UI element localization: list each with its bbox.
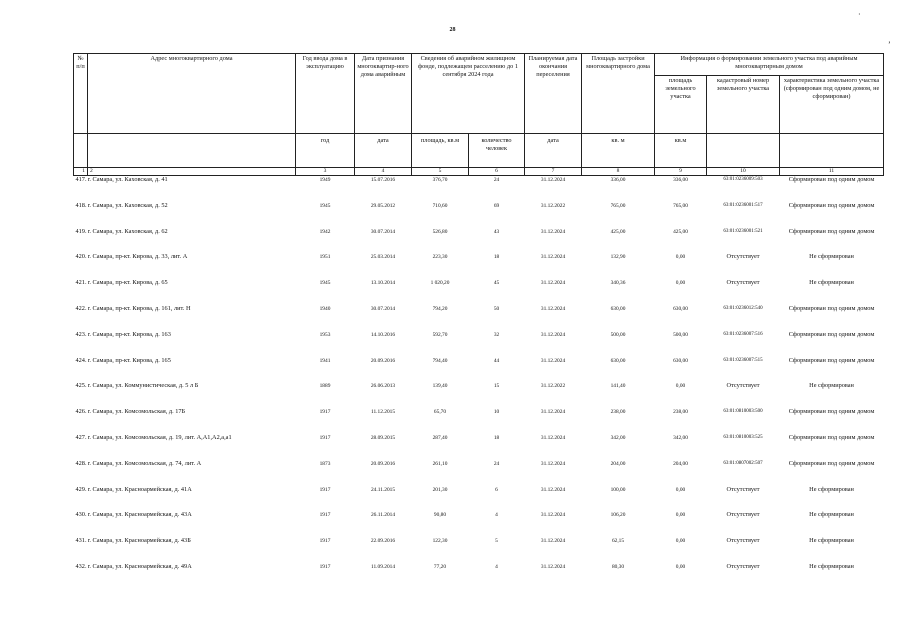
row-recognized-date: 22.09.2016 [370, 538, 396, 545]
row-year: 1941 [319, 357, 331, 364]
row-land-characteristic: Не сформирован [809, 562, 854, 570]
header-recognized-date: Дата признания многоквартир-ного дома аварийным [355, 54, 412, 134]
row-recognized-date: 30.07.2014 [370, 228, 396, 235]
row-land-area: 630,00 [673, 305, 688, 312]
row-area: 223,30 [432, 254, 448, 261]
row-people: 45 [493, 280, 500, 287]
row-people: 18 [493, 434, 500, 441]
units-end-date: дата [525, 134, 582, 168]
row-area: 287,40 [432, 434, 448, 441]
row-area: 794,40 [432, 357, 448, 364]
row-build-area: 80,30 [611, 563, 625, 570]
table-row [74, 253, 884, 279]
row-number: 424. [75, 356, 87, 364]
header-land-area: площадь земельного участка [655, 76, 707, 134]
row-address: г. Самара, ул. Красноармейская, д. 49А [87, 562, 192, 570]
row-land-characteristic: Не сформирован [809, 253, 854, 261]
header-cadastral: кадастровый номер земельного участка [707, 76, 780, 134]
row-build-area: 340,36 [610, 280, 626, 287]
row-number: 422. [75, 304, 87, 312]
row-number: 431. [75, 537, 87, 545]
header-build-area: Площадь застройки многоквартирного дома [582, 54, 655, 134]
table-header [74, 54, 884, 176]
col-number: 3 [296, 168, 355, 176]
row-area: 710,60 [432, 202, 448, 209]
row-number: 429. [75, 485, 87, 493]
row-land-area: 425,00 [673, 228, 688, 235]
row-year: 1917 [319, 434, 331, 441]
row-year: 1945 [319, 202, 331, 209]
emergency-housing-table [73, 53, 884, 589]
row-year: 1873 [319, 460, 331, 467]
row-build-area: 238,00 [610, 409, 626, 416]
row-area: 794,20 [432, 305, 448, 312]
row-cadastral: 63:01:0236012:540 [723, 305, 763, 311]
row-address: г. Самара, ул. Каховская, д. 52 [87, 201, 168, 209]
row-end-date: 31.12.2024 [540, 331, 566, 338]
row-land-area: 765,00 [673, 202, 688, 209]
row-address: г. Самара, пр-кт. Кирова, д. 163 [87, 330, 171, 338]
row-address: г. Самара, ул. Красноармейская, д. 43А [87, 511, 192, 519]
row-people: 24 [493, 460, 500, 467]
col-number: 7 [525, 168, 582, 176]
row-land-characteristic: Сформирован под одним домом [788, 459, 875, 467]
row-recognized-date: 26.11.2014 [370, 512, 396, 519]
row-land-area: 0,00 [675, 280, 686, 287]
units-land-area: кв.м [655, 134, 707, 168]
row-number: 417. [75, 176, 87, 183]
row-land-area: 630,00 [673, 357, 688, 364]
units-cadastral [707, 134, 780, 168]
row-end-date: 31.12.2024 [540, 254, 566, 261]
row-land-characteristic: Не сформирован [809, 279, 854, 287]
row-end-date: 31.12.2024 [540, 434, 566, 441]
row-land-characteristic: Сформирован под одним домом [788, 330, 875, 338]
row-land-characteristic: Сформирован под одним домом [788, 227, 875, 235]
table-row [74, 331, 884, 357]
row-people: 43 [493, 228, 500, 235]
row-number: 427. [75, 433, 87, 441]
row-end-date: 31.12.2022 [540, 383, 566, 390]
header-num: № п/п [74, 54, 88, 134]
col-number: 10 [707, 168, 780, 176]
row-people: 24 [493, 177, 500, 183]
table-row [74, 305, 884, 331]
row-recognized-date: 24.11.2015 [370, 486, 396, 493]
row-area: 261,10 [432, 460, 448, 467]
row-land-area: 336,00 [673, 177, 688, 183]
row-cadastral: Отсутствует [726, 562, 760, 570]
row-year: 1917 [319, 409, 331, 416]
row-people: 69 [493, 202, 500, 209]
table-row [74, 228, 884, 254]
header-resettle-end: Планируемая дата окончания переселения [525, 54, 582, 134]
row-people: 6 [495, 486, 498, 493]
row-people: 5 [495, 538, 498, 545]
row-end-date: 31.12.2024 [540, 512, 566, 519]
row-cadastral: 63:01:0236009:503 [723, 177, 763, 182]
col-number: 1 [74, 168, 88, 176]
row-build-area: 342,00 [610, 434, 626, 441]
row-end-date: 31.12.2024 [540, 177, 566, 183]
row-land-characteristic: Не сформирован [809, 382, 854, 390]
col-number: 5 [412, 168, 469, 176]
row-year: 1940 [319, 305, 331, 312]
row-land-characteristic: Не сформирован [809, 485, 854, 493]
col-number: 2 [88, 168, 296, 176]
row-people: 18 [493, 254, 500, 261]
row-number: 430. [75, 511, 87, 519]
row-end-date: 31.12.2022 [540, 202, 566, 209]
row-land-characteristic: Сформирован под одним домом [788, 304, 875, 312]
row-land-area: 0,00 [675, 538, 686, 545]
row-cadastral: 63:01:0807002:507 [723, 460, 763, 466]
row-address: г. Самара, ул. Комсомольская, д. 74, лит. А [87, 459, 202, 467]
table-row [74, 563, 884, 589]
row-year: 1917 [319, 486, 331, 493]
row-recognized-date: 25.03.2014 [370, 254, 396, 261]
row-cadastral: Отсутствует [726, 537, 760, 545]
row-area: 592,70 [432, 331, 448, 338]
row-build-area: 106,20 [610, 512, 626, 519]
row-number: 419. [75, 227, 87, 235]
row-build-area: 141,40 [610, 383, 626, 390]
row-recognized-date: 11.12.2015 [370, 409, 396, 416]
row-year: 1942 [319, 228, 331, 235]
row-build-area: 336,00 [610, 177, 626, 183]
row-address: г. Самара, ул. Коммунистическая, д. 5 л Б [87, 382, 199, 390]
row-end-date: 31.12.2024 [540, 357, 566, 364]
table-row [74, 382, 884, 408]
row-build-area: 62,15 [611, 538, 625, 545]
row-address: г. Самара, ул. Красноармейская, д. 41А [87, 485, 192, 493]
row-land-characteristic: Сформирован под одним домом [788, 356, 875, 364]
row-land-area: 0,00 [675, 512, 686, 519]
row-year: 1889 [319, 383, 331, 390]
row-land-area: 238,00 [673, 409, 688, 416]
row-land-area: 204,00 [673, 460, 688, 467]
row-number: 426. [75, 408, 87, 416]
row-land-area: 0,00 [675, 254, 686, 261]
table-row [74, 537, 884, 563]
scan-mark: · [858, 10, 861, 19]
units-date: дата [355, 134, 412, 168]
row-year: 1917 [319, 512, 331, 519]
col-number: 11 [780, 168, 884, 176]
table-row [74, 279, 884, 305]
row-build-area: 132,90 [610, 254, 626, 261]
row-number: 418. [75, 201, 87, 209]
row-land-area: 500,00 [673, 331, 688, 338]
row-land-area: 0,00 [675, 383, 686, 390]
row-number: 428. [75, 459, 87, 467]
row-area: 526,80 [432, 228, 448, 235]
row-year: 1951 [319, 254, 331, 261]
table-row [74, 511, 884, 537]
row-recognized-date: 15.07.2016 [370, 177, 396, 183]
row-people: 4 [495, 563, 498, 570]
row-area: 77,20 [433, 563, 447, 570]
row-cadastral: Отсутствует [726, 279, 760, 287]
row-land-area: 0,00 [675, 486, 686, 493]
scan-mark-right: ʼ [888, 40, 891, 49]
units-build-area: кв. м [582, 134, 655, 168]
row-people: 50 [493, 305, 500, 312]
row-people: 15 [493, 383, 500, 390]
row-number: 420. [75, 253, 87, 261]
units-area: площадь, кв.м [412, 134, 469, 168]
row-cadastral: 63:01:0810003:525 [723, 434, 763, 440]
row-end-date: 31.12.2024 [540, 563, 566, 570]
row-people: 32 [493, 331, 500, 338]
row-year: 1953 [319, 331, 331, 338]
table-row [74, 460, 884, 486]
row-cadastral: 63:01:0236007:516 [723, 331, 763, 337]
row-recognized-date: 14.10.2016 [370, 331, 396, 338]
col-number: 9 [655, 168, 707, 176]
row-cadastral: Отсутствует [726, 253, 760, 261]
row-end-date: 31.12.2024 [540, 305, 566, 312]
row-number: 421. [75, 279, 87, 287]
row-address: г. Самара, ул. Комсомольская, д. 19, лит. А,А1,А2,а,а1 [87, 433, 232, 441]
row-recognized-date: 29.05.2012 [370, 202, 396, 209]
row-address: г. Самара, ул. Каховская, д. 41 [87, 176, 168, 183]
row-number: 425. [75, 382, 87, 390]
table-row [74, 176, 884, 202]
units-people: количество человек [469, 134, 525, 168]
row-year: 1945 [319, 280, 331, 287]
row-area: 122,30 [432, 538, 448, 545]
row-area: 139,40 [432, 383, 448, 390]
page-number: 28 [449, 27, 456, 33]
row-recognized-date: 11.09.2014 [370, 563, 396, 570]
row-cadastral: 63:01:0236001:517 [723, 202, 763, 208]
row-area: 376,70 [432, 177, 448, 183]
units-address [88, 134, 296, 168]
row-recognized-date: 26.06.2013 [370, 383, 396, 390]
row-land-area: 0,00 [675, 563, 686, 570]
row-address: г. Самара, пр-кт. Кирова, д. 165 [87, 356, 171, 364]
units-year: год [296, 134, 355, 168]
row-end-date: 31.12.2024 [540, 409, 566, 416]
row-end-date: 31.12.2024 [540, 460, 566, 467]
row-cadastral: 63:01:0810003:500 [723, 409, 763, 415]
row-recognized-date: 30.07.2014 [370, 305, 396, 312]
table-body [74, 176, 884, 589]
row-cadastral: Отсутствует [726, 382, 760, 390]
row-build-area: 630,00 [610, 357, 626, 364]
row-land-characteristic: Сформирован под одним домом [788, 433, 875, 441]
row-recognized-date: 20.09.2016 [370, 460, 396, 467]
row-number: 423. [75, 330, 87, 338]
row-recognized-date: 20.09.2016 [370, 357, 396, 364]
row-address: г. Самара, пр-кт. Кирова, д. 161, лит. Н [87, 304, 191, 312]
table-row [74, 357, 884, 383]
row-build-area: 500,00 [610, 331, 626, 338]
col-number: 6 [469, 168, 525, 176]
row-land-characteristic: Сформирован под одним домом [788, 176, 875, 183]
col-number: 4 [355, 168, 412, 176]
table-row [74, 408, 884, 434]
header-emergency-fund: Сведения об аварийном жилищном фонде, подлежащем расселению до 1 сентября 2024 года [412, 54, 525, 134]
row-build-area: 630,00 [610, 305, 626, 312]
row-land-characteristic: Не сформирован [809, 511, 854, 519]
row-address: г. Самара, пр-кт. Кирова, д. 65 [87, 279, 168, 287]
row-number: 432. [75, 562, 87, 570]
row-cadastral: Отсутствует [726, 511, 760, 519]
row-land-characteristic: Не сформирован [809, 537, 854, 545]
row-address: г. Самара, ул. Комсомольская, д. 17Б [87, 408, 186, 416]
row-build-area: 100,00 [610, 486, 626, 493]
header-land-characteristic: характеристика земельного участка (сформирован под одним домом, не сформирован) [780, 76, 884, 134]
row-cadastral: Отсутствует [726, 485, 760, 493]
row-address: г. Самара, ул. Каховская, д. 62 [87, 227, 168, 235]
row-cadastral: 63:01:0236001:521 [723, 228, 763, 234]
col-number: 8 [582, 168, 655, 176]
row-address: г. Самара, ул. Красноармейская, д. 43Б [87, 537, 191, 545]
row-recognized-date: 13.10.2014 [370, 280, 396, 287]
row-area: 1 020,20 [430, 280, 450, 287]
table-row [74, 434, 884, 460]
row-end-date: 31.12.2024 [540, 538, 566, 545]
row-build-area: 204,00 [610, 460, 626, 467]
row-end-date: 31.12.2024 [540, 486, 566, 493]
row-year: 1917 [319, 563, 331, 570]
row-area: 65,70 [433, 409, 447, 416]
row-build-area: 765,00 [610, 202, 626, 209]
row-people: 10 [493, 409, 500, 416]
units-land-char [780, 134, 884, 168]
row-address: г. Самара, пр-кт. Кирова, д. 33, лит. А [87, 253, 188, 261]
row-end-date: 31.12.2024 [540, 228, 566, 235]
row-people: 44 [493, 357, 500, 364]
row-land-characteristic: Сформирован под одним домом [788, 201, 875, 209]
header-address: Адрес многоквартирного дома [88, 54, 296, 134]
header-year: Год ввода дома в эксплуатацию [296, 54, 355, 134]
row-land-area: 342,00 [673, 434, 688, 441]
row-build-area: 425,00 [610, 228, 626, 235]
row-area: 90,80 [433, 512, 447, 519]
row-people: 4 [495, 512, 498, 519]
row-year: 1917 [319, 538, 331, 545]
row-land-characteristic: Сформирован под одним домом [788, 408, 875, 416]
row-cadastral: 63:01:0236007:515 [723, 357, 763, 363]
row-recognized-date: 28.09.2015 [370, 434, 396, 441]
row-area: 201,30 [432, 486, 448, 493]
units-num [74, 134, 88, 168]
row-year: 1949 [319, 177, 331, 183]
header-land-info: Информация о формировании земельного участка под аварийным многоквартирным домом [655, 54, 884, 76]
table-row [74, 486, 884, 512]
row-end-date: 31.12.2024 [540, 280, 566, 287]
table-row [74, 202, 884, 228]
